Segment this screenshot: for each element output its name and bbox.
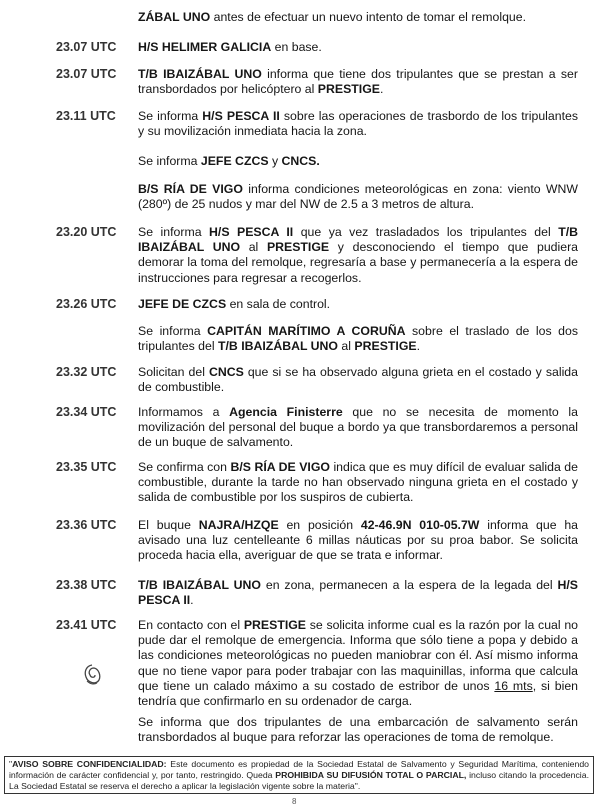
entry-text-segment: que ya vez trasladados los tripulantes del — [293, 225, 559, 239]
entry-text-bold: ZÁBAL UNO — [138, 10, 211, 24]
entry-text-bold: H/S HELIMER GALICIA — [138, 40, 272, 54]
entry-text — [138, 324, 578, 354]
entry-text-segment: . — [190, 593, 194, 608]
entry-time: 23.26 UTC — [56, 297, 117, 311]
entry-text-segment: al — [240, 240, 267, 255]
entry-text-bold: CNCS. — [281, 154, 320, 168]
entry-text-segment: , si bien tendría que confirmarlo en su ordenador de carga. — [138, 678, 578, 709]
entry-text-segment: en base. — [271, 40, 322, 54]
entry-text-bold: CNCS — [208, 365, 244, 379]
entry-text-segment: se solicita informe cual es la razón por la cual no pude dar el remolque de emergencia. Informa que sólo tiene a popa y debido a las condiciones meteorológicas no pueden maniobrar con él. Así mismo informa que no tiene vapor para poder trabajar con las maquinillas, informa que calcula que tiene un calado máximo a su costado de estribor de unos — [138, 618, 579, 693]
entry-text-segment: informa que ha avisado una luz centelleante 6 millas náuticas por su proa babor. Se solicita proceda hacia ella, averiguar de que se trata e informar. — [138, 518, 579, 563]
entry-time: 23.35 UTC — [56, 460, 117, 474]
notice-label: AVISO SOBRE CONFIDENCIALIDAD: — [12, 759, 167, 769]
entry-text-segment: informa que tiene dos tripulantes que se prestan a ser transbordados por helicóptero al — [138, 67, 578, 97]
entry-text-bold: T/B IBAIZÁBAL UNO — [138, 578, 261, 592]
entry-text-segment: en sala de control. — [226, 297, 331, 311]
entry-text-segment: que no se necesita de momento la movilización del personal del buque a bordo ya que transbordaremos a personal de un buque de salvamento. — [138, 405, 578, 450]
entry-text-segment: sobre el traslado de los dos tripulantes del — [138, 324, 578, 354]
entry-time: 23.07 UTC — [56, 40, 117, 54]
entry-text-segment: El buque — [138, 518, 199, 532]
entry-text-underlined: 16 mts — [494, 678, 533, 693]
entry-text-bold: Agencia Finisterre — [229, 405, 343, 419]
entry-text-bold: 42-46.9N 010-05.7W — [360, 518, 480, 532]
entry-text-segment: . — [416, 339, 421, 354]
entry-text-segment: Solicitan del — [138, 365, 209, 379]
entry-time: 23.20 UTC — [56, 225, 117, 239]
entry-text — [138, 182, 578, 212]
entry-text-bold: JEFE CZCS — [200, 154, 269, 168]
entry-text-bold: H/S PESCA II — [138, 578, 578, 608]
entry-time: 23.38 UTC — [56, 578, 117, 592]
entry-time: 23.07 UTC — [56, 67, 117, 81]
entry-text-bold: JEFE DE CZCS — [138, 297, 227, 311]
entry-time: 23.34 UTC — [56, 405, 117, 419]
entry-text — [138, 40, 578, 55]
entry-text — [138, 518, 578, 564]
entry-text-bold: PRESTIGE — [354, 339, 417, 354]
entry-text-bold: T/B IBAIZÁBAL UNO — [138, 67, 262, 81]
entry-text — [138, 715, 578, 745]
entry-text-segment: antes de efectuar un nuevo intento de tomar el remolque. — [210, 10, 527, 24]
stamp-mark-icon — [82, 663, 102, 687]
entry-text-segment: . — [379, 82, 384, 97]
entry-text-segment: En contacto con el — [138, 618, 244, 632]
entry-text-bold: H/S PESCA II — [202, 109, 280, 123]
entry-text — [138, 365, 578, 395]
entry-text — [138, 578, 578, 608]
entry-text-segment: que si se ha observado alguna grieta en el costado y salida de combustible. — [138, 365, 578, 395]
entry-text-segment: Se informa — [138, 324, 208, 338]
entry-text-bold: H/S PESCA II — [209, 225, 294, 239]
entry-text — [138, 618, 578, 709]
entry-text-segment: en zona, permanecen a la espera de la legada del — [260, 578, 558, 592]
entry-text-bold: PRESTIGE — [317, 82, 380, 97]
entry-text-bold: PRESTIGE — [266, 240, 330, 255]
entry-text-segment: sobre las operaciones de trasbordo de los tripulantes y su movilización inmediata hacia la zona. — [138, 109, 578, 139]
notice-text: Este documento es propiedad de la Sociedad Estatal de Salvamento y Seguridad Marítima, conteniendo información de carácter confidencial y, por tanto, restringido. Queda — [9, 759, 589, 781]
entry-text — [138, 10, 578, 25]
entry-text-bold: NAJRA/HZQE — [198, 518, 279, 532]
entry-text-segment: indica que es muy difícil de evaluar salida de combustible, durante la tarde no han observado ninguna grieta en el costado y salida de combustible por los suspiros de cubierta. — [138, 460, 578, 505]
entry-text-segment: Se confirma con — [138, 460, 231, 474]
entry-text — [138, 154, 578, 169]
entry-time: 23.32 UTC — [56, 365, 117, 379]
entry-text — [138, 297, 578, 312]
entry-text-segment: Se informa que dos tripulantes de una embarcación de salvamento serán transbordados al buque para reforzar las operaciones de toma de remolque. — [138, 715, 578, 745]
entry-text-bold: T/B IBAIZÁBAL UNO — [138, 225, 578, 255]
entry-text-bold: B/S RÍA DE VIGO — [230, 460, 330, 474]
entry-text-segment: Se informa — [138, 109, 203, 123]
entry-text-segment: en posición — [278, 518, 361, 532]
entry-text — [138, 405, 578, 451]
entry-time: 23.41 UTC — [56, 618, 117, 632]
entry-text-segment: Informamos a — [138, 405, 230, 419]
entry-time: 23.11 UTC — [56, 109, 116, 123]
page-number: 8 — [292, 797, 297, 806]
entry-text-segment: y desconociendo el tiempo que pudiera demorar la toma del remolque, regresaría a base y permanecería a la espera de instrucciones para regresar a recogerlos. — [138, 240, 578, 285]
entry-time: 23.36 UTC — [56, 518, 117, 532]
entry-text — [138, 67, 578, 97]
entry-text-bold: CAPITÁN MARÍTIMO A CORUÑA — [207, 324, 406, 338]
confidentiality-notice: "AVISO SOBRE CONFIDENCIALIDAD: Este documento es propiedad de la Sociedad Estatal de Salvamento y Seguridad Marítima, conteniendo información de carácter confidencial y, por tanto, restringido. Queda PROHIBIDA SU DIFUSIÓN TOTAL O PARCIAL, incluso citando la procedencia. La Sociedad Estatal se reserva el derecho a aplicar la legislación vigente sobre la materia". — [4, 756, 594, 794]
entry-text-segment: Se informa — [138, 225, 210, 239]
entry-text — [138, 225, 578, 286]
entry-text-bold: B/S RÍA DE VIGO — [138, 182, 243, 196]
entry-text — [138, 460, 578, 506]
notice-tail: incluso citando la procedencia. La Sociedad Estatal se reserva el derecho a aplicar la legislación vigente sobre la materia". — [9, 770, 589, 792]
entry-text-bold: T/B IBAIZÁBAL UNO — [217, 339, 338, 354]
notice-emphasis: PROHIBIDA SU DIFUSIÓN TOTAL O PARCIAL, — [275, 770, 467, 781]
entry-text-segment: Se informa — [138, 154, 201, 168]
entry-text-segment: informa condiciones meteorológicas en zona: viento WNW (280º) de 25 nudos y mar del NW de 2.5 a 3 metros de altura. — [138, 182, 578, 212]
entry-text — [138, 109, 578, 139]
entry-text-bold: PRESTIGE — [243, 618, 307, 632]
entry-text-segment: al — [338, 339, 355, 354]
entry-text-segment: y — [268, 154, 282, 168]
